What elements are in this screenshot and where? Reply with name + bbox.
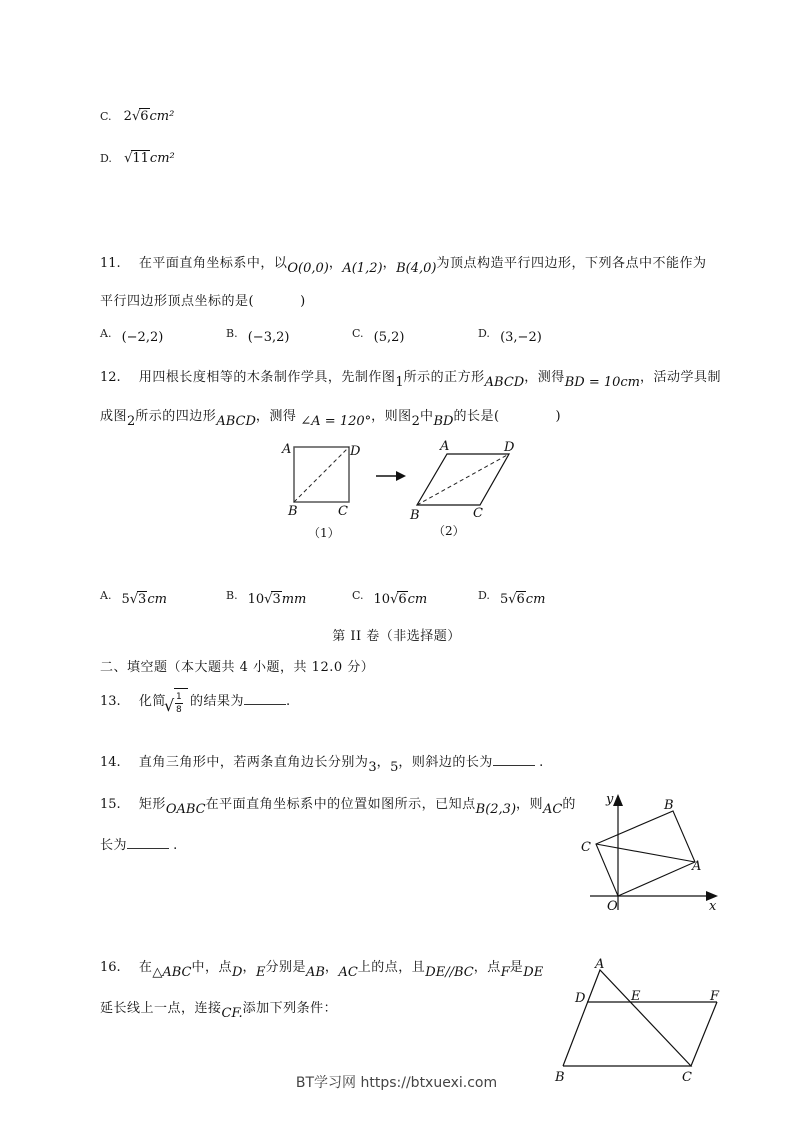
- question-number: 11.: [100, 256, 121, 271]
- triangle-abc: [563, 970, 691, 1066]
- label-e: E: [631, 989, 641, 1004]
- option-label: A.: [100, 327, 112, 340]
- q11-line2: [100, 290, 306, 309]
- answer-paren: ): [555, 409, 562, 424]
- label-o: O: [607, 899, 618, 914]
- label-y: y: [606, 792, 614, 807]
- y-axis-arrow-icon: [613, 794, 623, 806]
- question-text: 矩形: [138, 797, 166, 812]
- leg-b: 5: [390, 760, 399, 775]
- q11-options: [100, 326, 700, 348]
- label-c: C: [473, 506, 483, 521]
- point-b: B(2,3): [475, 802, 517, 817]
- option-unit: cm²: [149, 151, 175, 166]
- question-text: 在: [138, 960, 153, 975]
- label-b: B: [410, 508, 420, 523]
- fig2-caption: （2）: [433, 524, 465, 538]
- option-unit: cm: [525, 592, 546, 607]
- option-label: A.: [100, 589, 112, 602]
- question-text: 分别是: [265, 960, 306, 975]
- question-text: 的长是(: [453, 409, 500, 424]
- q14: [100, 751, 544, 775]
- diagonal-bd: [417, 454, 509, 505]
- fig-ref: 1: [395, 375, 404, 390]
- q12-option-a: A. 5√3cm: [100, 589, 167, 607]
- math-parallel: DE//BC: [425, 965, 474, 980]
- answer-paren: ): [300, 294, 306, 309]
- q12-option-c: C. 10√6cm: [352, 589, 428, 607]
- option-coef: 10: [373, 592, 391, 607]
- label-a: A: [282, 442, 292, 457]
- math-cf: CF.: [221, 1006, 243, 1021]
- option-label: C.: [100, 110, 112, 123]
- question-text: 在平面直角坐标系中的位置如图所示，已知点: [205, 797, 476, 812]
- question-text: 添加下列条件：: [242, 1001, 338, 1016]
- label-a: A: [440, 439, 450, 454]
- part-heading: 二、填空题（本大题共 4 小题，共 12.0 分）: [100, 660, 375, 675]
- question-text: 的结果为: [189, 694, 244, 709]
- label-a: A: [595, 957, 605, 972]
- option-value: (−3,2): [247, 330, 290, 345]
- q10-option-d: D. √11cm²: [100, 151, 175, 166]
- label-f: F: [710, 989, 720, 1004]
- question-number: 16.: [100, 960, 121, 975]
- math-abcd: ABCD: [216, 414, 256, 429]
- q16-line2: [100, 997, 338, 1021]
- period: .: [539, 755, 544, 770]
- answer-blank[interactable]: [127, 836, 169, 849]
- fraction-denominator: 8: [175, 705, 182, 715]
- question-text: 用四根长度相等的木条制作学具，先制作图: [138, 370, 396, 385]
- answer-blank[interactable]: [493, 753, 535, 766]
- question-text: ，则: [516, 797, 544, 812]
- question-text: 长为: [100, 838, 128, 853]
- q16-figure: [545, 950, 735, 1090]
- q11-option-d: [478, 326, 542, 345]
- math-d: D: [232, 965, 243, 980]
- math-bd: BD: [433, 414, 454, 429]
- question-text: ，则图: [371, 409, 412, 424]
- question-text: 成图: [100, 409, 128, 424]
- option-coef: 10: [247, 592, 265, 607]
- period: .: [173, 838, 178, 853]
- q12-line1: [100, 366, 722, 390]
- fig-ref: 2: [411, 414, 420, 429]
- option-radicand: 6: [516, 592, 525, 607]
- question-number: 12.: [100, 370, 121, 385]
- point-b: B(4,0): [396, 261, 437, 276]
- question-text: 直角三角形中，若两条直角边长分别为: [138, 755, 369, 770]
- q15-figure: [570, 785, 730, 915]
- q12-options: [100, 587, 700, 609]
- question-number: 15.: [100, 797, 121, 812]
- arrow-right-icon: [396, 471, 406, 481]
- sqrt-fraction: √ 1 8: [170, 690, 190, 704]
- option-value-prefix: 2: [123, 109, 132, 124]
- question-number: 14.: [100, 755, 121, 770]
- option-radicand: 3: [138, 592, 147, 607]
- label-b: B: [664, 798, 674, 813]
- question-text: ，测得: [255, 409, 297, 424]
- option-unit: cm: [407, 592, 428, 607]
- question-text: 上的点，且: [357, 960, 426, 975]
- question-text: 延长线上一点，连接: [100, 1001, 222, 1016]
- math-e: E: [255, 965, 266, 980]
- line-cf: [691, 1002, 717, 1066]
- q12-option-b: B. 10√3mm: [226, 589, 307, 607]
- q15-line1: [100, 793, 576, 817]
- point-a: A(1,2): [342, 261, 383, 276]
- option-unit: cm²: [149, 109, 175, 124]
- option-coef: 5: [121, 592, 130, 607]
- math-triangle: △ABC: [152, 965, 192, 980]
- fraction-numerator: 1: [175, 692, 182, 702]
- diagonal-ac: [596, 844, 695, 862]
- period: .: [286, 694, 291, 709]
- label-b: B: [288, 504, 298, 519]
- q15-line2: [100, 834, 177, 853]
- question-text: 为顶点构造平行四边形，下列各点中不能作为: [436, 256, 707, 271]
- label-b: B: [555, 1070, 565, 1085]
- question-text: 在平面直角坐标系中，以: [138, 256, 288, 271]
- question-text: ，测得: [524, 370, 565, 385]
- option-value: (3,−2): [500, 330, 542, 345]
- option-value: (−2,2): [121, 330, 164, 345]
- math-bd-eq: BD = 10cm: [564, 375, 641, 390]
- question-text: ，则斜边的长为: [398, 755, 493, 770]
- question-text: ，点: [473, 960, 501, 975]
- question-number: 13.: [100, 694, 121, 709]
- section-title: 第 II 卷（非选择题）: [332, 629, 461, 644]
- fig1-caption: （1）: [308, 526, 340, 540]
- fig-ref: 2: [127, 414, 136, 429]
- option-radicand: 6: [140, 109, 149, 124]
- separator: ，: [324, 960, 339, 975]
- math-angle: ∠A = 120°: [300, 414, 372, 429]
- option-value: (5,2): [373, 330, 405, 345]
- math-ab: AB: [305, 965, 325, 980]
- math-oabc: OABC: [165, 802, 206, 817]
- footer-watermark: BT学习网 https://btxuexi.com: [295, 1075, 498, 1091]
- math-abcd: ABCD: [484, 375, 525, 390]
- option-label: D.: [478, 327, 490, 340]
- q12-line2: [100, 405, 562, 429]
- question-text: 所示的正方形: [403, 370, 485, 385]
- option-label: B.: [226, 327, 238, 340]
- question-text: ，活动学具制: [640, 370, 722, 385]
- label-a: A: [692, 859, 702, 874]
- separator: ，: [242, 960, 256, 975]
- label-c: C: [338, 504, 348, 519]
- option-label: C.: [352, 327, 364, 340]
- diagonal-bd: [294, 447, 349, 502]
- label-x: x: [709, 899, 717, 914]
- math-de: DE: [523, 965, 544, 980]
- label-d: D: [575, 991, 586, 1006]
- question-text: 中，点: [191, 960, 232, 975]
- option-radicand: 3: [272, 592, 281, 607]
- question-text: 的: [562, 797, 576, 812]
- question-text: 中: [419, 409, 434, 424]
- option-coef: 5: [499, 592, 509, 607]
- point-o: O(0,0): [287, 261, 329, 276]
- option-radicand: 11: [132, 151, 149, 166]
- label-d: D: [350, 444, 361, 459]
- question-text: 所示的四边形: [135, 409, 217, 424]
- option-label: D.: [478, 589, 490, 602]
- question-text: 平行四边形顶点坐标的是(: [100, 294, 255, 309]
- leg-a: 3: [368, 760, 377, 775]
- q10-option-c: C. 2√6cm²: [100, 109, 175, 124]
- q11-option-c: [352, 326, 405, 345]
- q13: [100, 690, 291, 715]
- option-unit: mm: [281, 592, 307, 607]
- q12-figure: [270, 435, 530, 545]
- option-label: B.: [226, 589, 238, 602]
- q11-line1: 11. 在平面直角坐标系中，以O(0,0)，A(1,2)，B(4,0)为顶点构造平行四边形，下列各点中不能作为: [100, 256, 707, 276]
- q12-option-d: D. 5√6cm: [478, 589, 546, 607]
- question-text: 是: [509, 960, 524, 975]
- label-c: C: [682, 1070, 692, 1085]
- option-unit: cm: [147, 592, 167, 607]
- math-ac: AC: [543, 802, 563, 817]
- math-f: F: [500, 965, 510, 980]
- answer-blank[interactable]: [244, 692, 286, 705]
- q11-option-a: [100, 326, 164, 345]
- option-label: D.: [100, 152, 112, 165]
- q16-line1: [100, 956, 544, 980]
- option-radicand: 6: [398, 592, 407, 607]
- separator: ，: [376, 755, 391, 770]
- q11-option-b: [226, 326, 290, 345]
- question-text: 化简: [138, 694, 166, 709]
- label-d: D: [504, 440, 515, 455]
- option-label: C.: [352, 589, 364, 602]
- label-c: C: [581, 840, 591, 855]
- math-ac: AC: [338, 965, 358, 980]
